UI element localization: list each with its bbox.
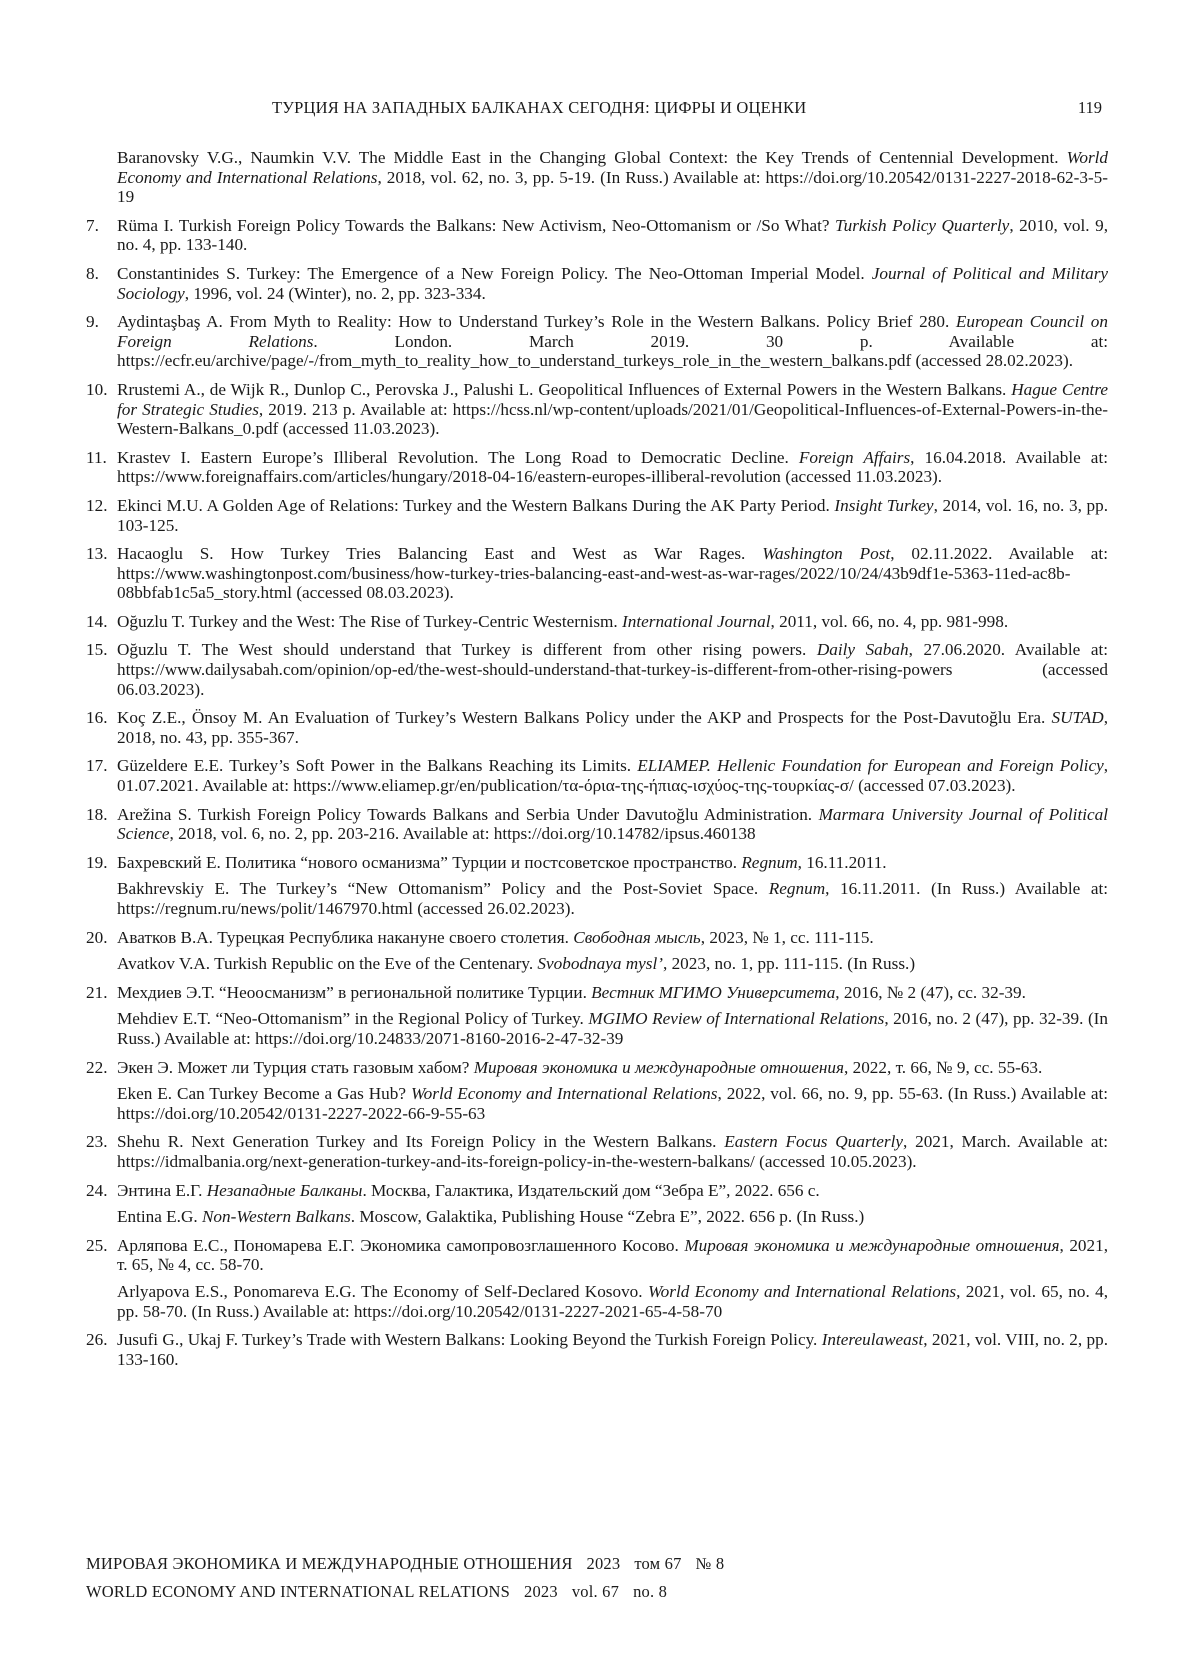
reference-details: . Moscow, Galaktika, Publishing House “Zebra E”, 2022. 656 p. (In Russ.) — [350, 1207, 865, 1227]
reference-journal: Intereulaweast — [821, 1330, 924, 1350]
reference-details: , 2011, vol. 66, no. 4, pp. 981-998. — [770, 611, 1009, 631]
reference-original — [117, 928, 1108, 948]
reference-text: Koç Z.E., Önsoy M. An Evaluation of Turkey’s Western Balkans Policy under the AKP and Prospects for the Post-Davutoğlu Era. — [117, 708, 1052, 728]
footer-volume: vol. 67 — [571, 1582, 620, 1601]
reference-11 — [86, 448, 1108, 487]
reference-list — [86, 148, 1108, 1378]
reference-text: Энтина Е.Г. — [117, 1180, 207, 1200]
reference-details: , 16.04.2018. Available at: https://www.foreignaffairs.com/articles/hungary/2018-04-16/eastern-europes-illiberal-revolution (accessed 11.03.2023). — [117, 447, 1108, 487]
reference-details: , 16.11.2011. (In Russ.) Available at: https://regnum.ru/news/polit/1467970.html (accessed 26.02.2023). — [117, 879, 1108, 918]
page-number: 119 — [1077, 98, 1102, 117]
reference-text: Hacaoglu S. How Turkey Tries Balancing East and West as War Rages. — [117, 544, 763, 564]
reference-details: , 2019. 213 p. Available at: https://hcss.nl/wp-content/uploads/2021/01/Geopolitical-Influences-of-External-Powers-in-the-Western-Balkans_0.pdf (accessed 11.03.2023). — [117, 399, 1108, 439]
reference-journal: Свободная мысль — [573, 927, 701, 947]
reference-details: , 2022, vol. 66, no. 9, pp. 55-63. (In Russ.) Available at: https://doi.org/10.20542/0131-2227-2022-66-9-55-63 — [117, 1084, 1109, 1123]
reference-journal: Foreign Affairs — [798, 447, 911, 467]
reference-journal: Turkish Policy Quarterly — [835, 215, 1010, 235]
reference-journal: International Journal — [622, 611, 771, 631]
reference-journal: SUTAD — [1051, 708, 1104, 728]
reference-text: Baranovsky V.G., Naumkin V.V. The Middle East in the Changing Global Context: the Key Trends of Centennial Development. — [117, 148, 1067, 167]
reference-original — [117, 983, 1108, 1003]
reference-original — [117, 853, 1108, 873]
reference-14 — [86, 612, 1108, 632]
reference-number: 8. — [86, 263, 99, 283]
footer-volume: том 67 — [634, 1554, 682, 1573]
reference-journal: Journal of Political and Military Sociology — [117, 263, 1109, 303]
reference-journal: MGIMO Review of International Relations — [588, 1009, 885, 1029]
reference-journal: European Council on Foreign Relations — [117, 312, 1108, 351]
reference-translation — [117, 879, 1108, 918]
reference-journal: Мировая экономика и международные отношения — [473, 1057, 844, 1077]
reference-text: Oğuzlu T. The West should understand that Turkey is different from other rising powers. — [117, 640, 817, 660]
reference-22 — [86, 1058, 1108, 1124]
reference-text: Bakhrevskiy E. The Turkey’s “New Ottomanism” Policy and the Post-Soviet Space. — [117, 879, 769, 899]
reference-18 — [86, 805, 1108, 844]
reference-21 — [86, 983, 1108, 1049]
reference-details: , 2016, № 2 (47), сс. 32-39. — [835, 982, 1026, 1002]
reference-details: , 2023, № 1, сс. 111-115. — [700, 927, 874, 947]
reference-journal: Eastern Focus Quarterly — [724, 1132, 904, 1152]
reference-translation — [117, 1084, 1108, 1123]
reference-text: Entina E.G. — [117, 1207, 202, 1227]
reference-number: 11. — [86, 447, 107, 467]
reference-number: 20. — [86, 927, 108, 947]
reference-translation — [117, 1207, 1108, 1227]
reference-journal: Daily Sabah — [816, 640, 909, 660]
reference-journal: Незападные Балканы — [206, 1180, 363, 1200]
reference-24 — [86, 1181, 1108, 1227]
reference-text: Арляпова Е.С., Пономарева Е.Г. Экономика самопровозглашенного Косово. — [117, 1235, 685, 1255]
reference-number: 13. — [86, 544, 108, 564]
reference-text: Mehdiev E.T. “Neo-Ottomanism” in the Regional Policy of Turkey. — [117, 1009, 589, 1029]
footer-journal-en — [86, 1582, 667, 1602]
reference-25 — [86, 1236, 1108, 1321]
reference-10 — [86, 380, 1108, 439]
reference-number: 19. — [86, 852, 108, 872]
reference-number: 21. — [86, 982, 108, 1002]
reference-17 — [86, 756, 1108, 795]
reference-details: , 2021, vol. VIII, no. 2, pp. 133-160. — [117, 1330, 1108, 1369]
reference-text: Constantinides S. Turkey: The Emergence of a New Foreign Policy. The Neo-Ottoman Imperial Model. — [117, 263, 872, 283]
reference-number: 15. — [86, 640, 108, 660]
reference-details: . London. March 2019. 30 p. Available at: https://ecfr.eu/archive/page/-/from_myth_to_reality_how_to_understand_turkeys_role_in_the_western_balkans.pdf (accessed 28.02.2023). — [117, 331, 1108, 371]
reference-text: Rrustemi A., de Wijk R., Dunlop C., Perovska J., Palushi L. Geopolitical Influences of External Powers in the Western Balkans. — [117, 379, 1012, 399]
reference-text: Arežina S. Turkish Foreign Policy Towards Balkans and Serbia Under Davutoğlu Administration. — [117, 804, 819, 824]
reference-text: Мехдиев Э.Т. “Неоосманизм” в региональной политике Турции. — [117, 982, 592, 1002]
reference-details: , 2021, т. 65, № 4, сс. 58-70. — [117, 1235, 1109, 1275]
footer-journal-name: МИРОВАЯ ЭКОНОМИКА И МЕЖДУНАРОДНЫЕ ОТНОШЕНИЯ — [86, 1554, 573, 1573]
reference-details: , 2010, vol. 9, no. 4, pp. 133-140. — [117, 215, 1108, 255]
reference-number: 22. — [86, 1057, 108, 1077]
running-title: ТУРЦИЯ НА ЗАПАДНЫХ БАЛКАНАХ СЕГОДНЯ: ЦИФРЫ И ОЦЕНКИ — [272, 98, 807, 117]
reference-text: Oğuzlu T. Turkey and the West: The Rise of Turkey-Centric Westernism. — [117, 611, 623, 631]
reference-journal: World Economy and International Relations — [647, 1281, 957, 1301]
reference-text: Ekinci M.U. A Golden Age of Relations: Turkey and the Western Balkans During the AK Party Period. — [117, 495, 835, 515]
reference-12 — [86, 496, 1108, 535]
reference-translation — [117, 1009, 1108, 1048]
reference-details: , 1996, vol. 24 (Winter), no. 2, pp. 323-334. — [184, 283, 486, 303]
reference-text: Shehu R. Next Generation Turkey and Its Foreign Policy in the Western Balkans. — [117, 1132, 725, 1152]
footer-issue: no. 8 — [633, 1582, 668, 1601]
reference-details: . Москва, Галактика, Издательский дом “Зебра Е”, 2022. 656 с. — [362, 1180, 820, 1200]
reference-text: Arlyapova E.S., Ponomareva E.G. The Economy of Self-Declared Kosovo. — [117, 1281, 648, 1301]
reference-16 — [86, 708, 1108, 747]
reference-9 — [86, 312, 1108, 371]
reference-original — [117, 1181, 1108, 1201]
reference-15 — [86, 640, 1108, 699]
reference-number: 25. — [86, 1235, 108, 1255]
reference-journal: Svobodnaya mysl’ — [537, 954, 663, 974]
reference-number: 17. — [86, 756, 108, 776]
reference-journal: Washington Post — [762, 544, 891, 564]
reference-details: , 27.06.2020. Available at: https://www.dailysabah.com/opinion/op-ed/the-west-should-understand-that-turkey-is-different-from-other-rising-powers (accessed 06.03.2023). — [117, 640, 1109, 699]
footer-journal-ru — [86, 1554, 724, 1574]
reference-20 — [86, 928, 1108, 974]
reference-number: 16. — [86, 708, 108, 728]
reference-text: Аватков В.А. Турецкая Республика накануне своего столетия. — [117, 927, 574, 947]
reference-number: 26. — [86, 1330, 108, 1350]
running-header — [0, 98, 1200, 122]
reference-translation — [117, 1282, 1108, 1321]
reference-details: , 2014, vol. 16, no. 3, pp. 103-125. — [117, 495, 1108, 535]
reference-details: , 2018, vol. 6, no. 2, pp. 203-216. Available at: https://doi.org/10.14782/ipsus.460138 — [169, 824, 756, 844]
reference-details: , 2018, no. 43, pp. 355-367. — [117, 708, 1108, 747]
reference-journal: Marmara University Journal of Political Science — [117, 804, 1108, 844]
reference-translation — [117, 954, 1108, 974]
reference-details: , 16.11.2011. — [797, 852, 887, 872]
reference-original — [117, 1236, 1108, 1275]
reference-text: Экен Э. Может ли Турция стать газовым хабом? — [117, 1057, 474, 1077]
reference-number: 9. — [86, 312, 99, 332]
reference-text: Бахревский Е. Политика “нового османизма” Турции и постсоветское пространство. — [117, 852, 742, 872]
reference-journal: Вестник МГИМО Университета — [591, 982, 836, 1002]
reference-number: 10. — [86, 379, 108, 399]
reference-details: , 2021, March. Available at: https://idmalbania.org/next-generation-turkey-and-its-foreign-policy-in-the-western-balkans/ (accessed 10.05.2023). — [117, 1132, 1108, 1171]
reference-text: Rüma I. Turkish Foreign Policy Towards the Balkans: New Activism, Neo-Ottomanism or /So What? — [117, 215, 835, 235]
reference-details: , 01.07.2021. Available at: https://www.eliamep.gr/en/publication/τα-όρια-της-ήπιας-ισχύος-της-τουρκίας-σ/ (accessed 07.03.2023). — [117, 756, 1108, 796]
reference-journal: Insight Turkey — [834, 495, 934, 515]
reference-details: , 2022, т. 66, № 9, сс. 55-63. — [844, 1057, 1043, 1077]
reference-text: Eken E. Can Turkey Become a Gas Hub? — [117, 1084, 411, 1104]
reference-8 — [86, 264, 1108, 303]
reference-23 — [86, 1132, 1108, 1171]
reference-original — [117, 1058, 1108, 1078]
reference-number: 24. — [86, 1180, 108, 1200]
reference-journal: World Economy and International Relations — [410, 1084, 718, 1104]
reference-journal: World Economy and International Relations — [117, 148, 1108, 187]
reference-details: , 2021, vol. 65, no. 4, pp. 58-70. (In Russ.) Available at: https://doi.org/10.20542/0131-2227-2021-65-4-58-70 — [117, 1281, 1109, 1321]
reference-text: Aydintaşbaş A. From Myth to Reality: How to Understand Turkey’s Role in the Western Balkans. Policy Brief 280. — [117, 312, 956, 332]
footer-issue: № 8 — [695, 1554, 725, 1573]
footer-year: 2023 — [524, 1582, 558, 1601]
reference-details: , 2023, no. 1, pp. 111-115. (In Russ.) — [662, 954, 916, 974]
reference-number: 23. — [86, 1132, 108, 1152]
reference-journal: Non-Western Balkans — [201, 1207, 351, 1227]
reference-text: Krastev I. Eastern Europe’s Illiberal Revolution. The Long Road to Democratic Decline. — [117, 447, 799, 467]
reference-text: Jusufi G., Ukaj F. Turkey’s Trade with Western Balkans: Looking Beyond the Turkish Foreign Policy. — [117, 1330, 822, 1350]
reference-number: 14. — [86, 611, 108, 631]
reference-details: , 2018, vol. 62, no. 3, pp. 5-19. (In Russ.) Available at: https://doi.org/10.20542/0131-2227-2018-62-3-5-19 — [117, 167, 1108, 207]
reference-journal: ELIAMEP. Hellenic Foundation for European and Foreign Policy — [637, 756, 1104, 776]
footer-journal-name: WORLD ECONOMY AND INTERNATIONAL RELATIONS — [86, 1582, 511, 1601]
reference-number: 7. — [86, 215, 99, 235]
reference-journal: Regnum — [741, 852, 798, 872]
reference-journal: Regnum — [768, 879, 826, 899]
reference-journal: Мировая экономика и международные отношения — [684, 1235, 1060, 1255]
reference-details: , 2016, no. 2 (47), pp. 32-39. (In Russ.) Available at: https://doi.org/10.24833/2071-8160-2016-2-47-32-39 — [117, 1009, 1108, 1048]
reference-number: 18. — [86, 804, 108, 824]
reference-5-translation — [86, 148, 1108, 207]
reference-text: Güzeldere E.E. Turkey’s Soft Power in the Balkans Reaching its Limits. — [117, 756, 638, 776]
reference-journal: Hague Centre for Strategic Studies — [117, 379, 1109, 419]
reference-19 — [86, 853, 1108, 919]
reference-13 — [86, 544, 1108, 603]
reference-7 — [86, 216, 1108, 255]
reference-26 — [86, 1330, 1108, 1369]
reference-details: , 02.11.2022. Available at: https://www.washingtonpost.com/business/how-turkey-tries-balancing-east-and-west-as-war-rages/2022/10/24/43b9df1e-5363-11ed-ac8b-08bbfab1c5a5_story.html (accessed 08.03.2023). — [117, 544, 1108, 603]
reference-text: Avatkov V.A. Turkish Republic on the Eve of the Centenary. — [117, 954, 538, 974]
reference-number: 12. — [86, 495, 108, 515]
footer-year: 2023 — [586, 1554, 621, 1573]
